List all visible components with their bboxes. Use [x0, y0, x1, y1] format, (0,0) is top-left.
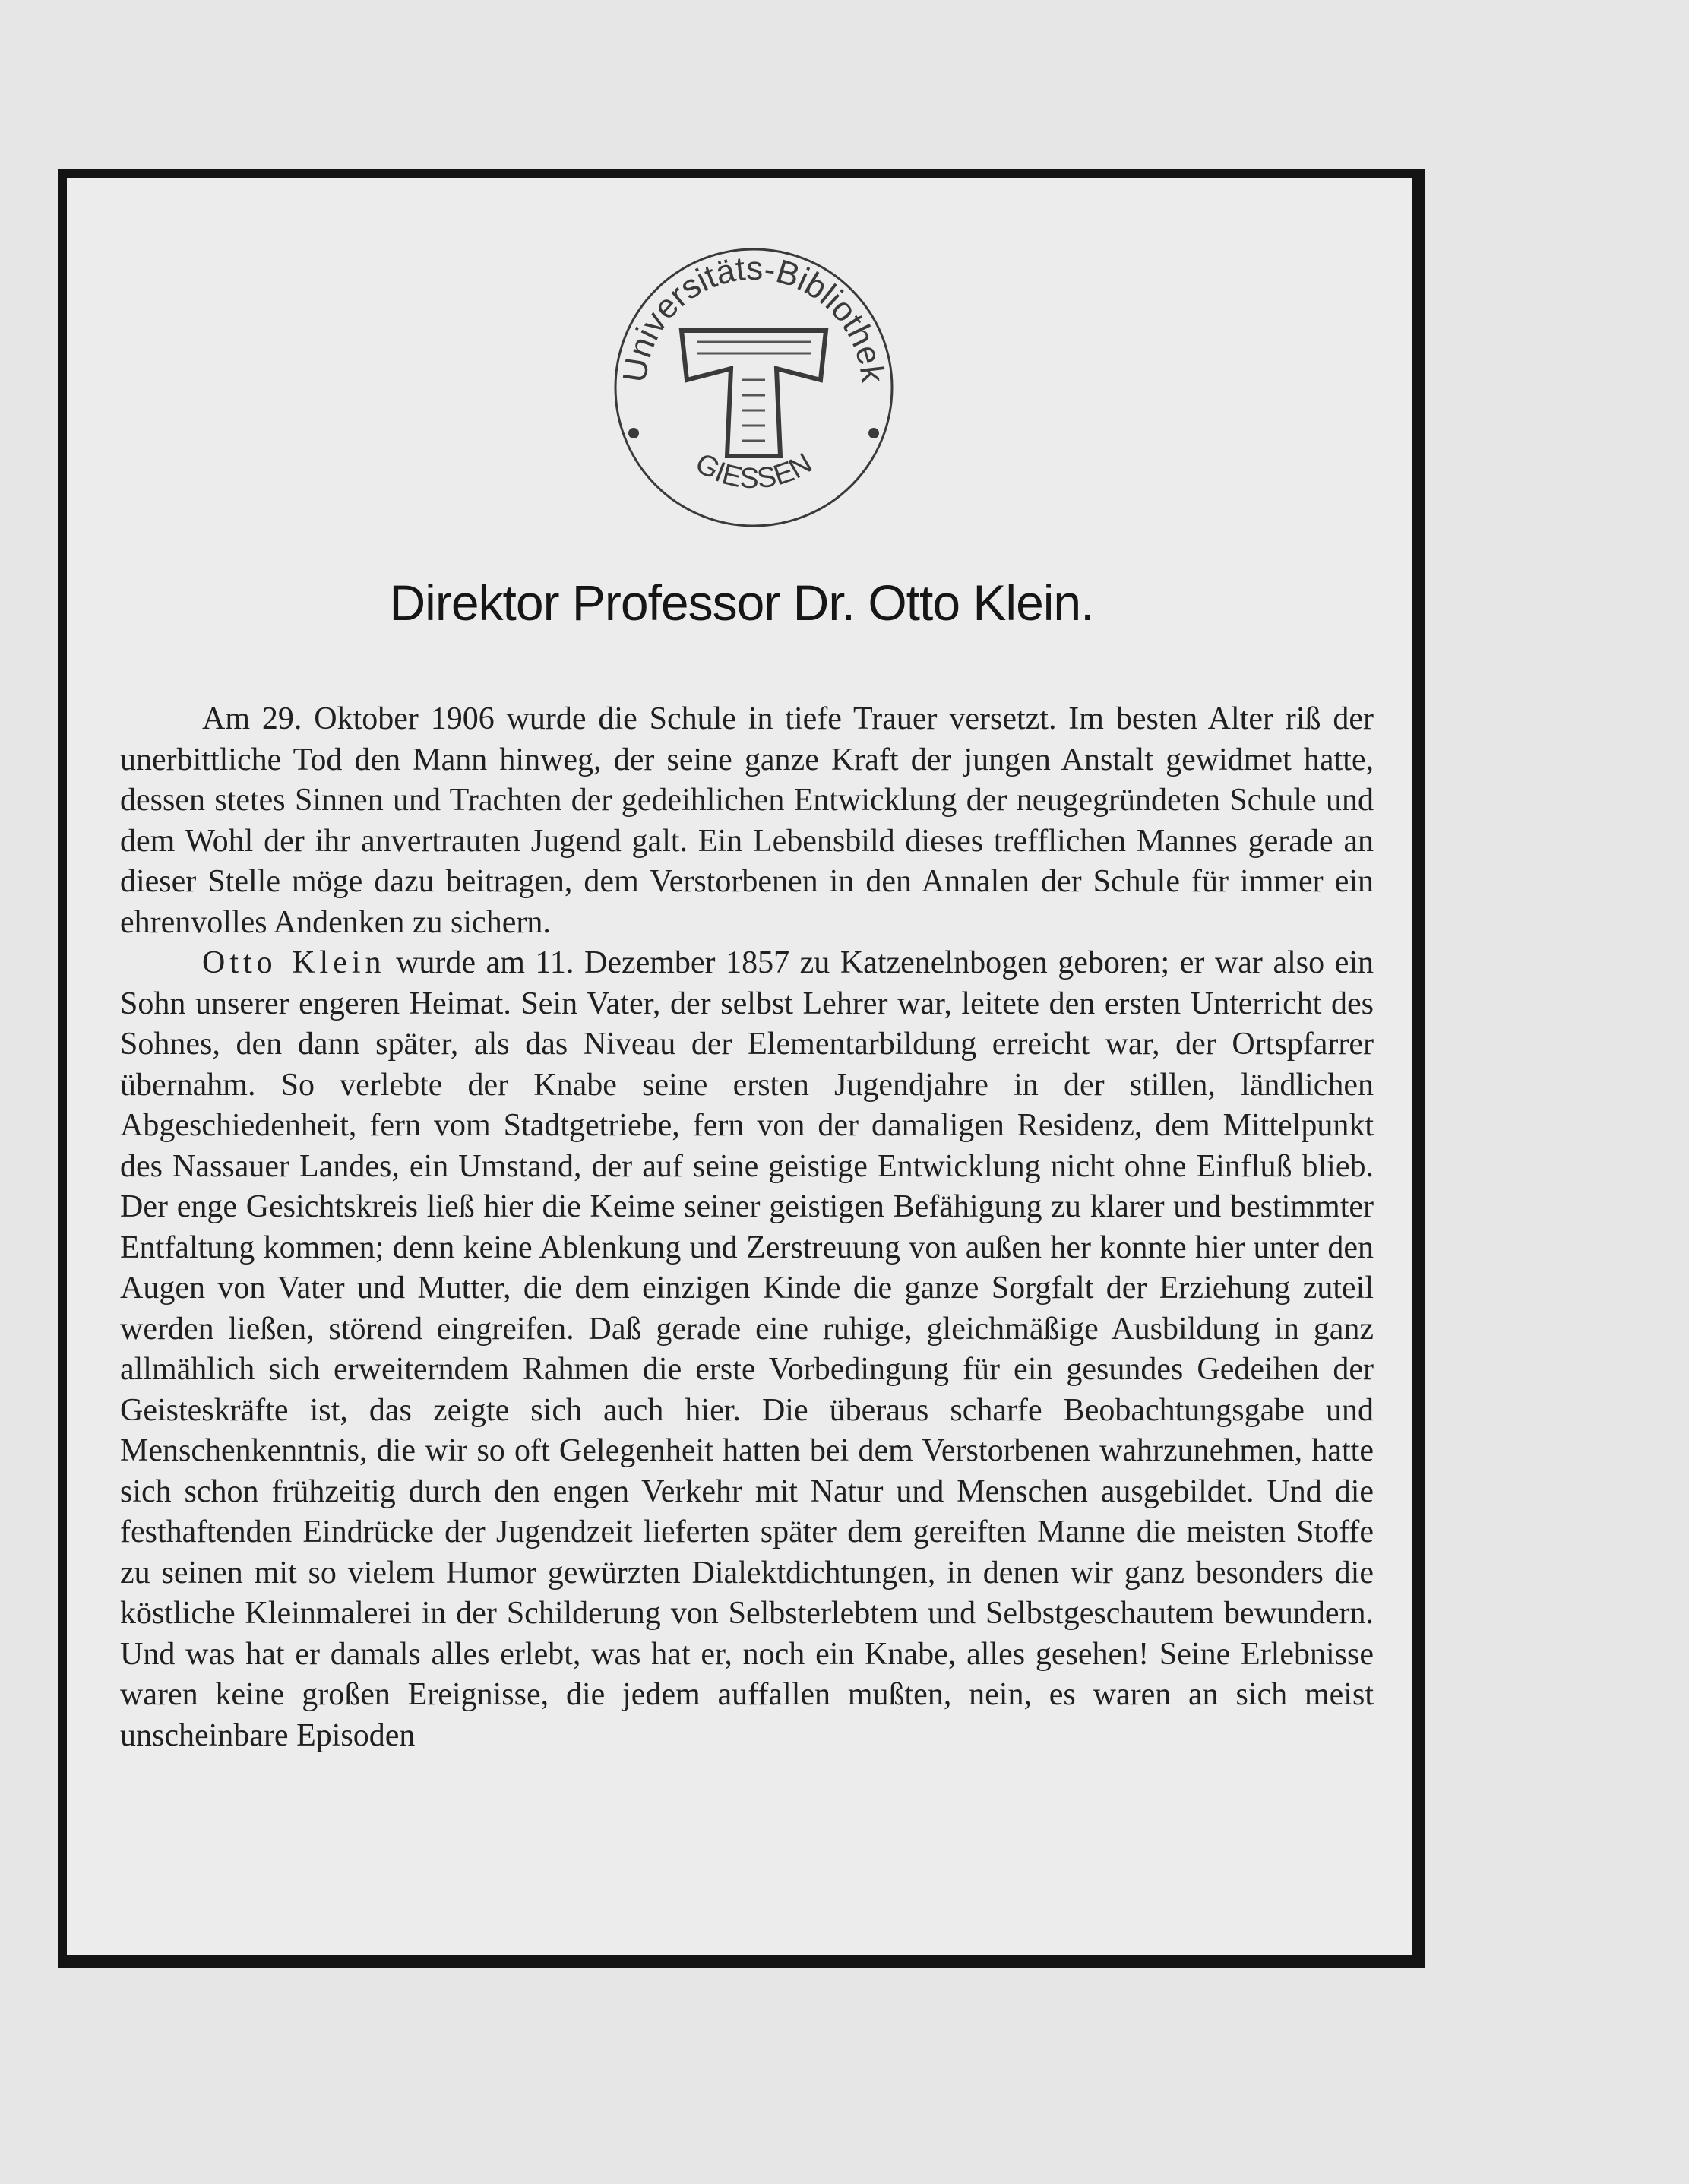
stamp-dot-right	[868, 428, 879, 438]
stamp-upper-text: Universitäts-Bibliothek	[615, 249, 892, 385]
paragraph-2	[120, 943, 1374, 1756]
tau-cross-emblem	[682, 331, 826, 456]
stamp-lower-text: GIESSEN	[689, 447, 818, 495]
paragraph-1: Am 29. Oktober 1906 wurde die Schule in tiefe Trauer versetzt. Im besten Alter riß der unerbittliche Tod den Mann hinweg, der seine ganze Kraft der jungen Anstalt gewidmet hatte, dessen stetes Sinnen und Trachten der gedeihlichen Entwicklung der neugegründeten Schule und dem Wohl der ihr anvertrauten Jugend galt. Ein Lebensbild dieses trefflichen Mannes gerade an dieser Stelle möge dazu beitragen, dem Verstorbenen in den Annalen der Schule für immer ein ehrenvolles Andenken zu sichern.	[120, 701, 1374, 940]
article-body	[120, 699, 1374, 1756]
paragraph-2-text: wurde am 11. Dezember 1857 zu Katzenelnbogen geboren; er war also ein Sohn unserer engeren Heimat. Sein Vater, der selbst Lehrer war, leitete den ersten Unterricht des Sohnes, den dann später, als das Niveau der Elementarbildung erreicht war, der Ortspfarrer übernahm. So verlebte der Knabe seine ersten Jugendjahre in der stillen, ländlichen Abgeschiedenheit, fern vom Stadtgetriebe, fern von der damaligen Residenz, dem Mittelpunkt des Nassauer Landes, ein Umstand, der auf seine geistige Entwicklung nicht ohne Einfluß blieb. Der enge Gesichtskreis ließ hier die Keime seiner geistigen Befähigung zu klarer und bestimmter Entfaltung kommen; denn keine Ablenkung und Zerstreuung von außen her konnte hier unter den Augen von Vater und Mutter, die dem einzigen Kinde die ganze Sorgfalt der Erziehung zuteil werden ließen, störend eingreifen. Daß gerade eine ruhige, gleichmäßige Ausbildung in ganz allmählich sich erweiterndem Rahmen die erste Vorbedingung für ein gesundes Gedeihen der Geisteskräfte ist, das zeigte sich auch hier. Die überaus scharfe Beobachtungsgabe und Menschenkenntnis, die wir so oft Gelegenheit hatten bei dem Verstorbenen wahrzunehmen, hatte sich schon frühzeitig durch den engen Verkehr mit Natur und Menschen ausgebildet. Und die festhaftenden Eindrücke der Jugendzeit lieferten später dem gereiften Manne die meisten Stoffe zu seinen mit so vielem Humor gewürzten Dialektdichtungen, in denen wir ganz besonders die köstliche Kleinmalerei in der Schilderung von Selbsterlebtem und Selbstgeschautem bewundern. Und was hat er damals alles erlebt, was hat er, noch ein Knabe, alles gesehen! Seine Erlebnisse waren keine großen Ereignisse, die jedem auffallen mußten, nein, es waren an sich meist unscheinbare Episoden	[120, 945, 1374, 1753]
person-name: Otto Klein	[202, 945, 386, 980]
stamp-dot-left	[628, 428, 639, 438]
page-title: Direktor Professor Dr. Otto Klein.	[389, 574, 1094, 631]
university-library-stamp	[609, 243, 898, 532]
